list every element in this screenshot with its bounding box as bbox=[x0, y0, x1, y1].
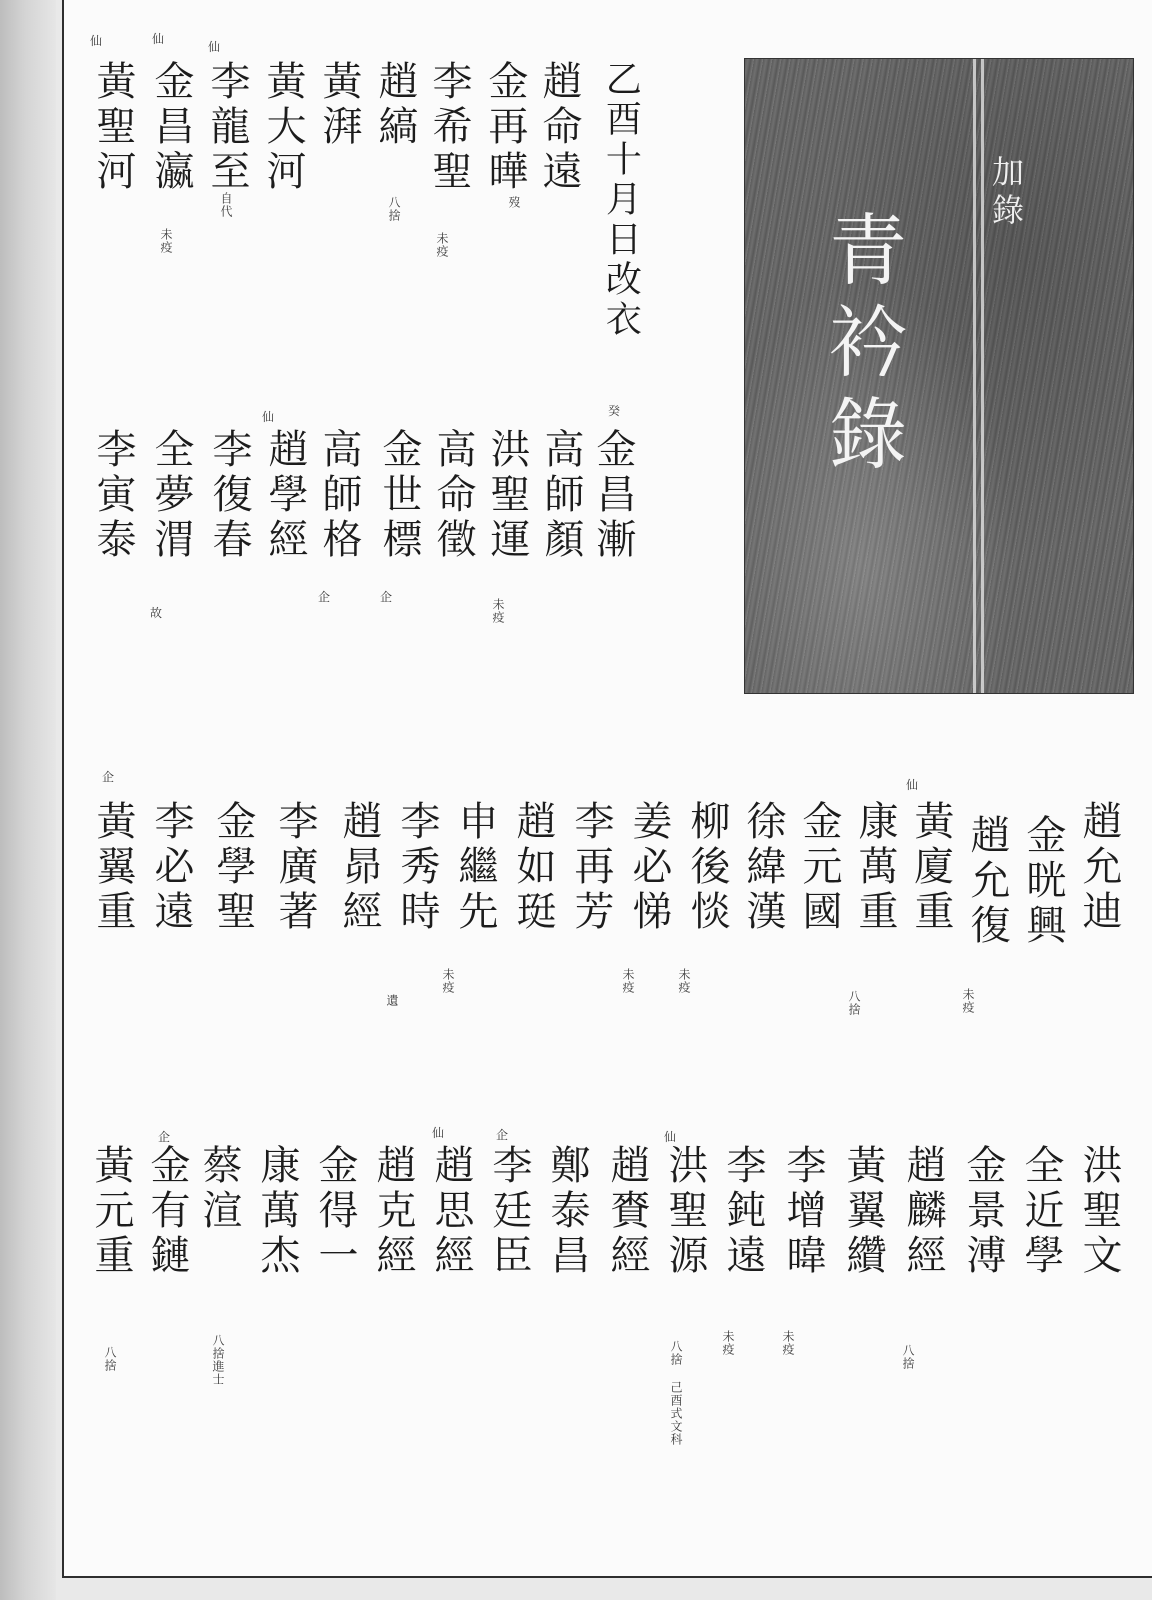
block3-name: 金晄興 bbox=[1020, 814, 1066, 949]
block1-name: 金昌瀛 bbox=[148, 60, 194, 195]
block3-name: 李廣著 bbox=[272, 800, 318, 935]
block3-name: 趙允迪 bbox=[1076, 800, 1122, 935]
block3-name: 黃翼重 bbox=[90, 800, 136, 935]
block3-name: 趙昴經 bbox=[336, 800, 382, 935]
block4-name: 鄭泰昌 bbox=[544, 1144, 590, 1279]
block1-name: 趙命遠 bbox=[536, 60, 582, 195]
block1-name: 金再曄 bbox=[482, 60, 528, 195]
block3-name: 趙如珽 bbox=[510, 800, 556, 935]
block2-annotation: 故 bbox=[150, 606, 163, 620]
block2-name: 金昌漸 bbox=[590, 428, 636, 563]
block2-name: 高師格 bbox=[316, 428, 362, 563]
block4-name: 蔡渲 bbox=[196, 1144, 242, 1234]
block1-annotation: 仙 bbox=[152, 32, 165, 46]
block4-annotation: 八捨 己酉式文科 bbox=[669, 1340, 683, 1446]
block4-name: 金得一 bbox=[312, 1144, 358, 1279]
block4-name: 趙思經 bbox=[428, 1144, 474, 1279]
block4-name: 金景溥 bbox=[960, 1144, 1006, 1279]
block3-name: 柳後惔 bbox=[684, 800, 730, 935]
block4-name: 李鈍遠 bbox=[720, 1144, 766, 1279]
book-binding-gutter bbox=[0, 0, 56, 1600]
block4-annotation: 八捨 bbox=[901, 1344, 915, 1370]
block2-name: 洪聖運 bbox=[484, 428, 530, 563]
block4-name: 金有鏈 bbox=[144, 1144, 190, 1279]
block1-annotation: 仙 bbox=[90, 34, 103, 48]
block1-header: 乙酉十月日改衣 bbox=[600, 60, 642, 340]
block2-name: 趙學經 bbox=[262, 428, 308, 563]
block4-annotation: 企 bbox=[158, 1130, 171, 1144]
block1-annotation: 歿 bbox=[507, 196, 521, 209]
block2-name: 金世標 bbox=[376, 428, 422, 563]
block4-name: 洪聖源 bbox=[662, 1144, 708, 1279]
block1-name: 李希聖 bbox=[426, 60, 472, 195]
block3-name: 康萬重 bbox=[852, 800, 898, 935]
block3-annotation: 仙 bbox=[906, 778, 919, 792]
block4-name: 黃元重 bbox=[88, 1144, 134, 1279]
block4-name: 洪聖文 bbox=[1076, 1144, 1122, 1279]
block3-name: 姜必悌 bbox=[626, 800, 672, 935]
block2-annotation: 癸 bbox=[608, 404, 621, 418]
block2-name: 李寅泰 bbox=[90, 428, 136, 563]
block4-name: 趙麟經 bbox=[900, 1144, 946, 1279]
block4-name: 李廷臣 bbox=[486, 1144, 532, 1279]
block3-annotation: 八捨 bbox=[847, 990, 861, 1016]
block3-name: 李再芳 bbox=[568, 800, 614, 935]
block3-annotation: 未疫 bbox=[621, 968, 635, 994]
block2-name: 全夢渭 bbox=[148, 428, 194, 563]
block2-annotation: 企 bbox=[380, 590, 393, 604]
block3-name: 徐緯漢 bbox=[740, 800, 786, 935]
block1-annotation: 仙 bbox=[208, 40, 221, 54]
block1-annotation: 未疫 bbox=[159, 228, 173, 254]
block4-name: 全近學 bbox=[1018, 1144, 1064, 1279]
block4-name: 趙克經 bbox=[370, 1144, 416, 1279]
block3-name: 趙允復 bbox=[964, 814, 1010, 949]
block1-annotation: 自代 bbox=[219, 192, 233, 218]
block3-annotation: 未疫 bbox=[441, 968, 455, 994]
block4-name: 李增暐 bbox=[780, 1144, 826, 1279]
block4-annotation: 仙 bbox=[664, 1130, 677, 1144]
block3-name: 金學聖 bbox=[210, 800, 256, 935]
block3-annotation: 未疫 bbox=[677, 968, 691, 994]
block1-name: 黃湃 bbox=[316, 60, 362, 150]
block1-name: 趙縞 bbox=[372, 60, 418, 150]
block4-annotation: 未疫 bbox=[721, 1330, 735, 1356]
document-page bbox=[62, 0, 1152, 1578]
block1-name: 黃聖河 bbox=[90, 60, 136, 195]
block2-annotation: 企 bbox=[318, 590, 331, 604]
block2-annotation: 仙 bbox=[262, 410, 275, 424]
block3-name: 金元國 bbox=[796, 800, 842, 935]
block3-annotation: 遺 bbox=[385, 994, 399, 1007]
block3-name: 李必遠 bbox=[148, 800, 194, 935]
block4-annotation: 仙 bbox=[432, 1126, 445, 1140]
block3-name: 黃廈重 bbox=[908, 800, 954, 935]
block3-name: 李秀時 bbox=[394, 800, 440, 935]
block2-annotation: 未疫 bbox=[491, 598, 505, 624]
block1-annotation: 未疫 bbox=[435, 232, 449, 258]
block4-annotation: 未疫 bbox=[781, 1330, 795, 1356]
block3-annotation: 未疫 bbox=[961, 988, 975, 1014]
cover-title: 青衿錄 bbox=[816, 209, 906, 485]
block3-annotation: 企 bbox=[102, 770, 115, 784]
block2-name: 高師顏 bbox=[538, 428, 584, 563]
block1-annotation: 八捨 bbox=[387, 196, 401, 222]
cover-subtitle: 加錄 bbox=[987, 155, 1025, 231]
block2-name: 李復春 bbox=[206, 428, 252, 563]
block4-name: 康萬杰 bbox=[254, 1144, 300, 1279]
block1-name: 李龍至 bbox=[204, 60, 250, 195]
block4-annotation: 八捨 bbox=[103, 1346, 117, 1372]
block4-name: 黃翼纘 bbox=[840, 1144, 886, 1279]
cover-border-line bbox=[973, 59, 976, 693]
block4-annotation: 八捨進士 bbox=[211, 1334, 225, 1386]
block4-name: 趙賚經 bbox=[604, 1144, 650, 1279]
block3-name: 申繼先 bbox=[452, 800, 498, 935]
block1-name: 黃大河 bbox=[260, 60, 306, 195]
block4-annotation: 企 bbox=[496, 1128, 509, 1142]
cover-photo bbox=[744, 58, 1134, 694]
block2-name: 高命徵 bbox=[430, 428, 476, 563]
